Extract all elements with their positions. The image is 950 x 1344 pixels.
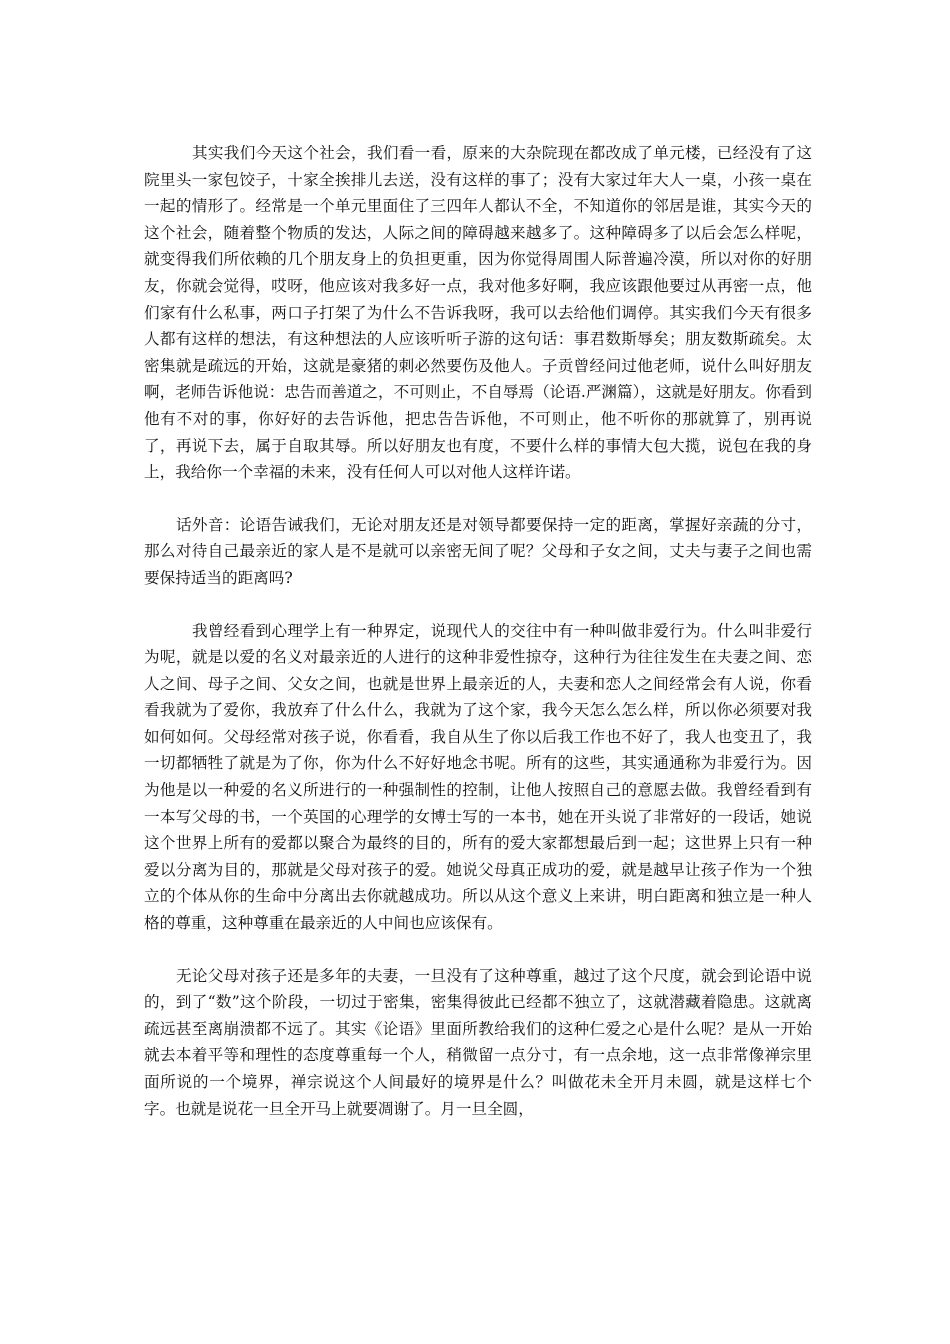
paragraph-1: 其实我们今天这个社会，我们看一看，原来的大杂院现在都改成了单元楼，已经没有了这院里头一家包饺子，十家全挨排儿去送，没有这样的事了；没有大家过年大人一桌，小孩一桌在一起的情形了。经常是一个单元里面住了三四年人都认不全，不知道你的邻居是谁，其实今天的这个社会，随着整个物质的发达，人际之间的障碍越来越多了。这种障碍多了以后会怎么样呢，就变得我们所依赖的几个朋友身上的负担更重，因为你觉得周围人际普遍冷漠，所以对你的好朋友，你就会觉得，哎呀，他应该对我多好一点，我对他多好啊，我应该跟他要过从再密一点，他们家有什么私事，两口子打架了为什么不告诉我呀，我可以去给他们调停。其实我们今天有很多人都有这样的想法，有这种想法的人应该听听子游的这句话：事君数斯辱矣；朋友数斯疏矣。太密集就是疏远的开始，这就是豪猪的刺必然要伤及他人。子贡曾经问过他老师，说什么叫好朋友啊，老师告诉他说：忠告而善道之，不可则止，不自辱焉（论语.严渊篇），这就是好朋友。你看到他有不对的事，你好好的去告诉他，把忠告告诉他，不可则止，他不听你的那就算了，别再说了，再说下去，属于自取其辱。所以好朋友也有度，不要什么样的事情大包大揽，说包在我的身上，我给你一个幸福的未来，没有任何人可以对他人这样许诺。 bbox=[144, 144, 812, 482]
paragraph-2: 话外音：论语告诫我们，无论对朋友还是对领导都要保持一定的距离，掌握好亲蔬的分寸，那么对待自己最亲近的家人是不是就可以亲密无间了呢？父母和子女之间，丈夫与妻子之间也需要保持适当的距离吗? bbox=[144, 515, 812, 587]
paragraph-3: 我曾经看到心理学上有一种界定，说现代人的交往中有一种叫做非爱行为。什么叫非爱行为呢，就是以爱的名义对最亲近的人进行的这种非爱性掠夺，这种行为往往发生在夫妻之间、恋人之间、母子之间、父女之间，也就是世界上最亲近的人，夫妻和恋人之间经常会有人说，你看看我就为了爱你，我放弃了什么什么，我就为了这个家，我今天怎么怎么样，所以你必须要对我如何如何。父母经常对孩子说，你看看，我自从生了你以后我工作也不好了，我人也变丑了，我一切都牺牲了就是为了你，你为什么不好好地念书呢。所有的这些，其实通通称为非爱行为。因为他是以一种爱的名义所进行的一种强制性的控制，让他人按照自己的意愿去做。我曾经看到有一本写父母的书，一个英国的心理学的女博士写的一本书，她在开头说了非常好的一段话，她说这个世界上所有的爱都以聚合为最终的目的，所有的爱大家都想最后到一起；这世界上只有一种爱以分离为目的，那就是父母对孩子的爱。她说父母真正成功的爱，就是越早让孩子作为一个独立的个体从你的生命中分离出去你就越成功。所以从这个意义上来讲，明白距离和独立是一种人格的尊重，这种尊重在最亲近的人中间也应该保有。 bbox=[144, 621, 812, 933]
document-body bbox=[144, 140, 812, 1122]
paragraph-4: 无论父母对孩子还是多年的夫妻，一旦没有了这种尊重，越过了这个尺度，就会到论语中说的，到了“数”这个阶段，一切过于密集，密集得彼此已经都不独立了，这就潜藏着隐患。这就离疏远甚至离崩溃都不远了。其实《论语》里面所教给我们的这种仁爱之心是什么呢？是从一开始就去本着平等和理性的态度尊重每一个人，稍微留一点分寸，有一点余地，这一点非常像禅宗里面所说的一个境界，禅宗说这个人间最好的境界是什么？叫做花未全开月未圆，就是这样七个字。也就是说花一旦全开马上就要凋谢了。月一旦全圆， bbox=[144, 966, 812, 1118]
